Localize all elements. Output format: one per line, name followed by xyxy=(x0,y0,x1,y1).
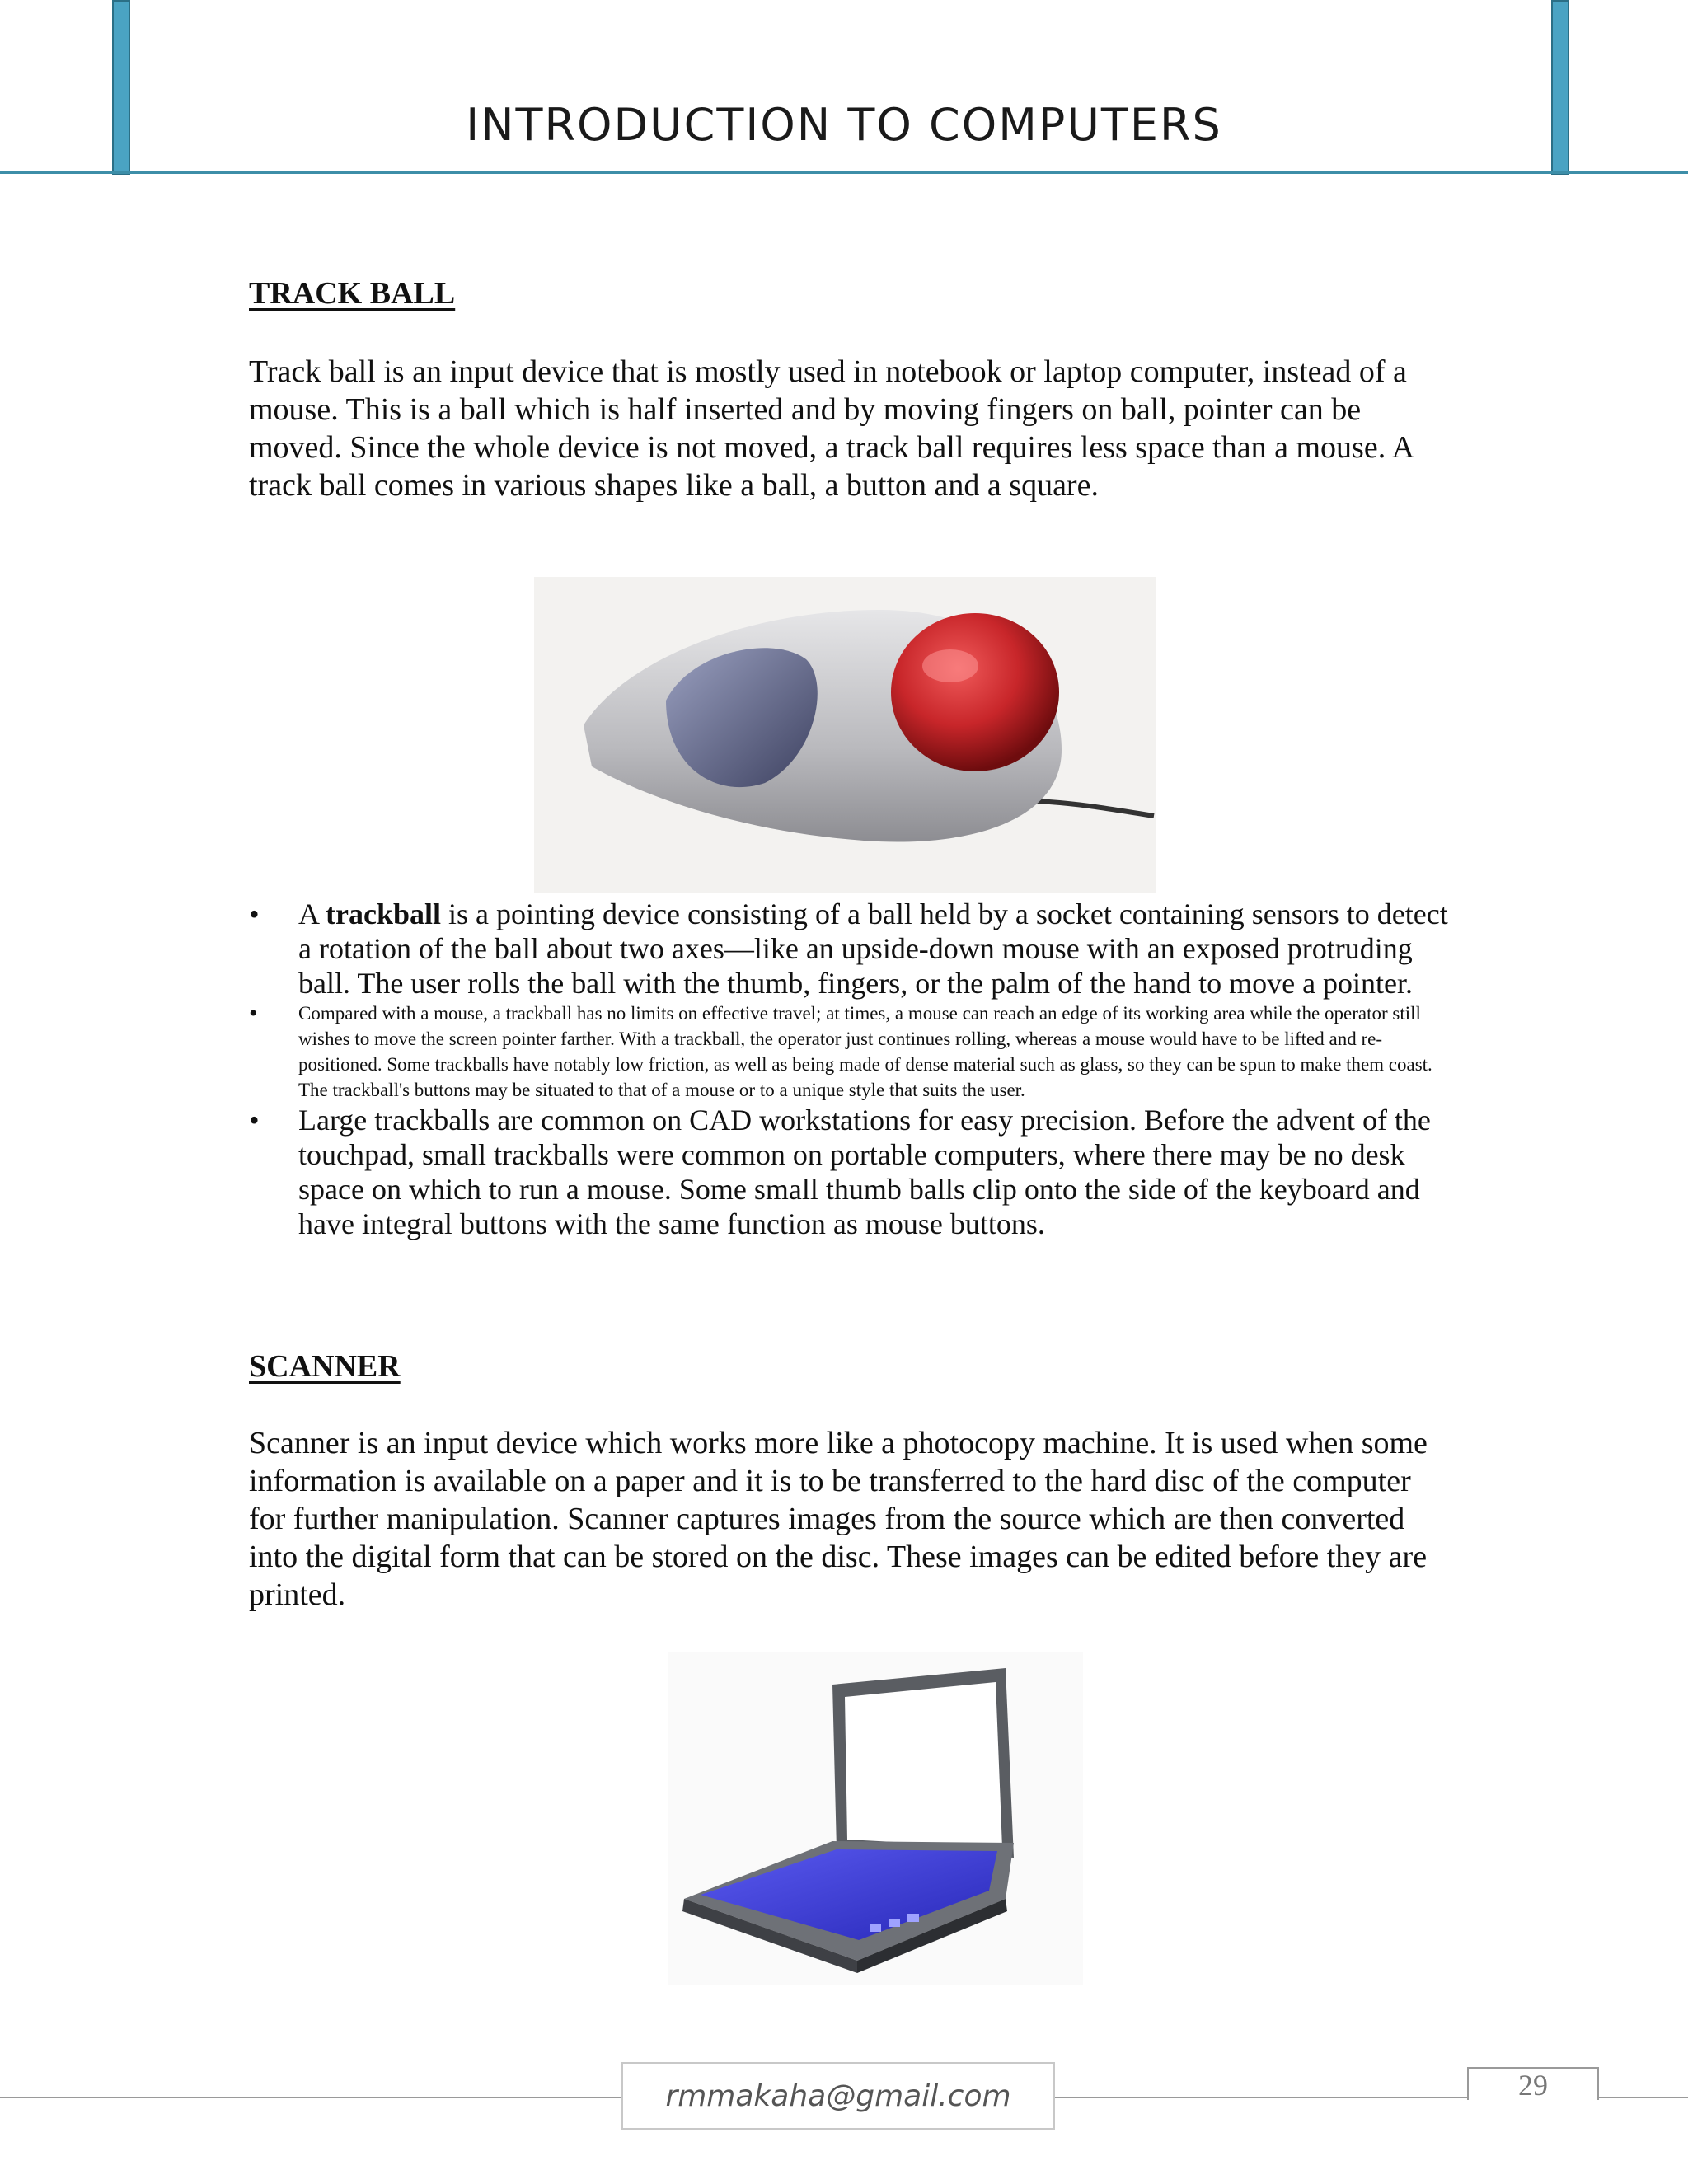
trackball-photo-icon xyxy=(534,577,1156,893)
footer-email: rmmakaha@gmail.com xyxy=(621,2062,1055,2130)
page-number: 29 xyxy=(1467,2067,1599,2100)
scanner-image xyxy=(668,1652,1083,1985)
scanner-intro: Scanner is an input device which works more like a photocopy machine. It is used when some information is available on a paper and it is to be transferred to the hard disc of the computer for further manipulation. Scanner captures images from the source which are then converted into the digital form that can be stored on the disc. These images can be edited before they are printed. xyxy=(249,1426,1428,1612)
footer-rule-right xyxy=(1599,2097,1688,2098)
trackball-image xyxy=(534,577,1156,893)
list-item xyxy=(249,897,1452,1001)
header-rule xyxy=(0,171,1688,174)
list-item: • Compared with a mouse, a trackball has no limits on effective travel; at times, a mouse can reach an edge of its working area while the operator still wishes to move the screen pointer farther. With a trackball, the operator just continues rolling, whereas a mouse would have to be lifted and re-positioned. Some trackballs have notably low friction, as well as being made of dense material such as glass, so they can be spun to make them coast. The trackball's buttons may be situated to that of a mouse or to a unique style that suits the user. xyxy=(249,1001,1452,1103)
scanner-heading: SCANNER xyxy=(249,1349,401,1384)
trackball-intro: Track ball is an input device that is mostly used in notebook or laptop computer, instead of a mouse. This is a ball which is half inserted and by moving fingers on ball, pointer can be moved. Since the whole device is not moved, a track ball requires less space than a mouse. A track ball comes in various shapes like a ball, a button and a square. xyxy=(249,354,1413,503)
page-header-title: INTRODUCTION TO COMPUTERS xyxy=(466,99,1222,151)
bullet-text-suffix: is a pointing device consisting of a ball held by a socket containing sensors to detect a rotation of the ball about two axes—like an upside-down mouse with an exposed protruding ball. The user rolls the ball with the thumb, fingers, or the palm of the hand to move a pointer. xyxy=(298,898,1448,1000)
bullet-bold-term: trackball xyxy=(326,898,442,930)
footer-rule-left xyxy=(0,2097,621,2098)
bullet-text-prefix: A xyxy=(298,898,326,930)
trackball-bullet-list xyxy=(249,897,1452,1241)
scanner-photo-icon xyxy=(668,1652,1083,1985)
footer-rule-middle xyxy=(1055,2097,1467,2098)
list-item: • Large trackballs are common on CAD workstations for easy precision. Before the advent of the touchpad, small trackballs were common on portable computers, where there may be no desk space on which to run a mouse. Some small thumb balls clip onto the side of the keyboard and have integral buttons with the same function as mouse buttons. xyxy=(249,1103,1452,1241)
trackball-heading: TRACK BALL xyxy=(249,276,456,311)
